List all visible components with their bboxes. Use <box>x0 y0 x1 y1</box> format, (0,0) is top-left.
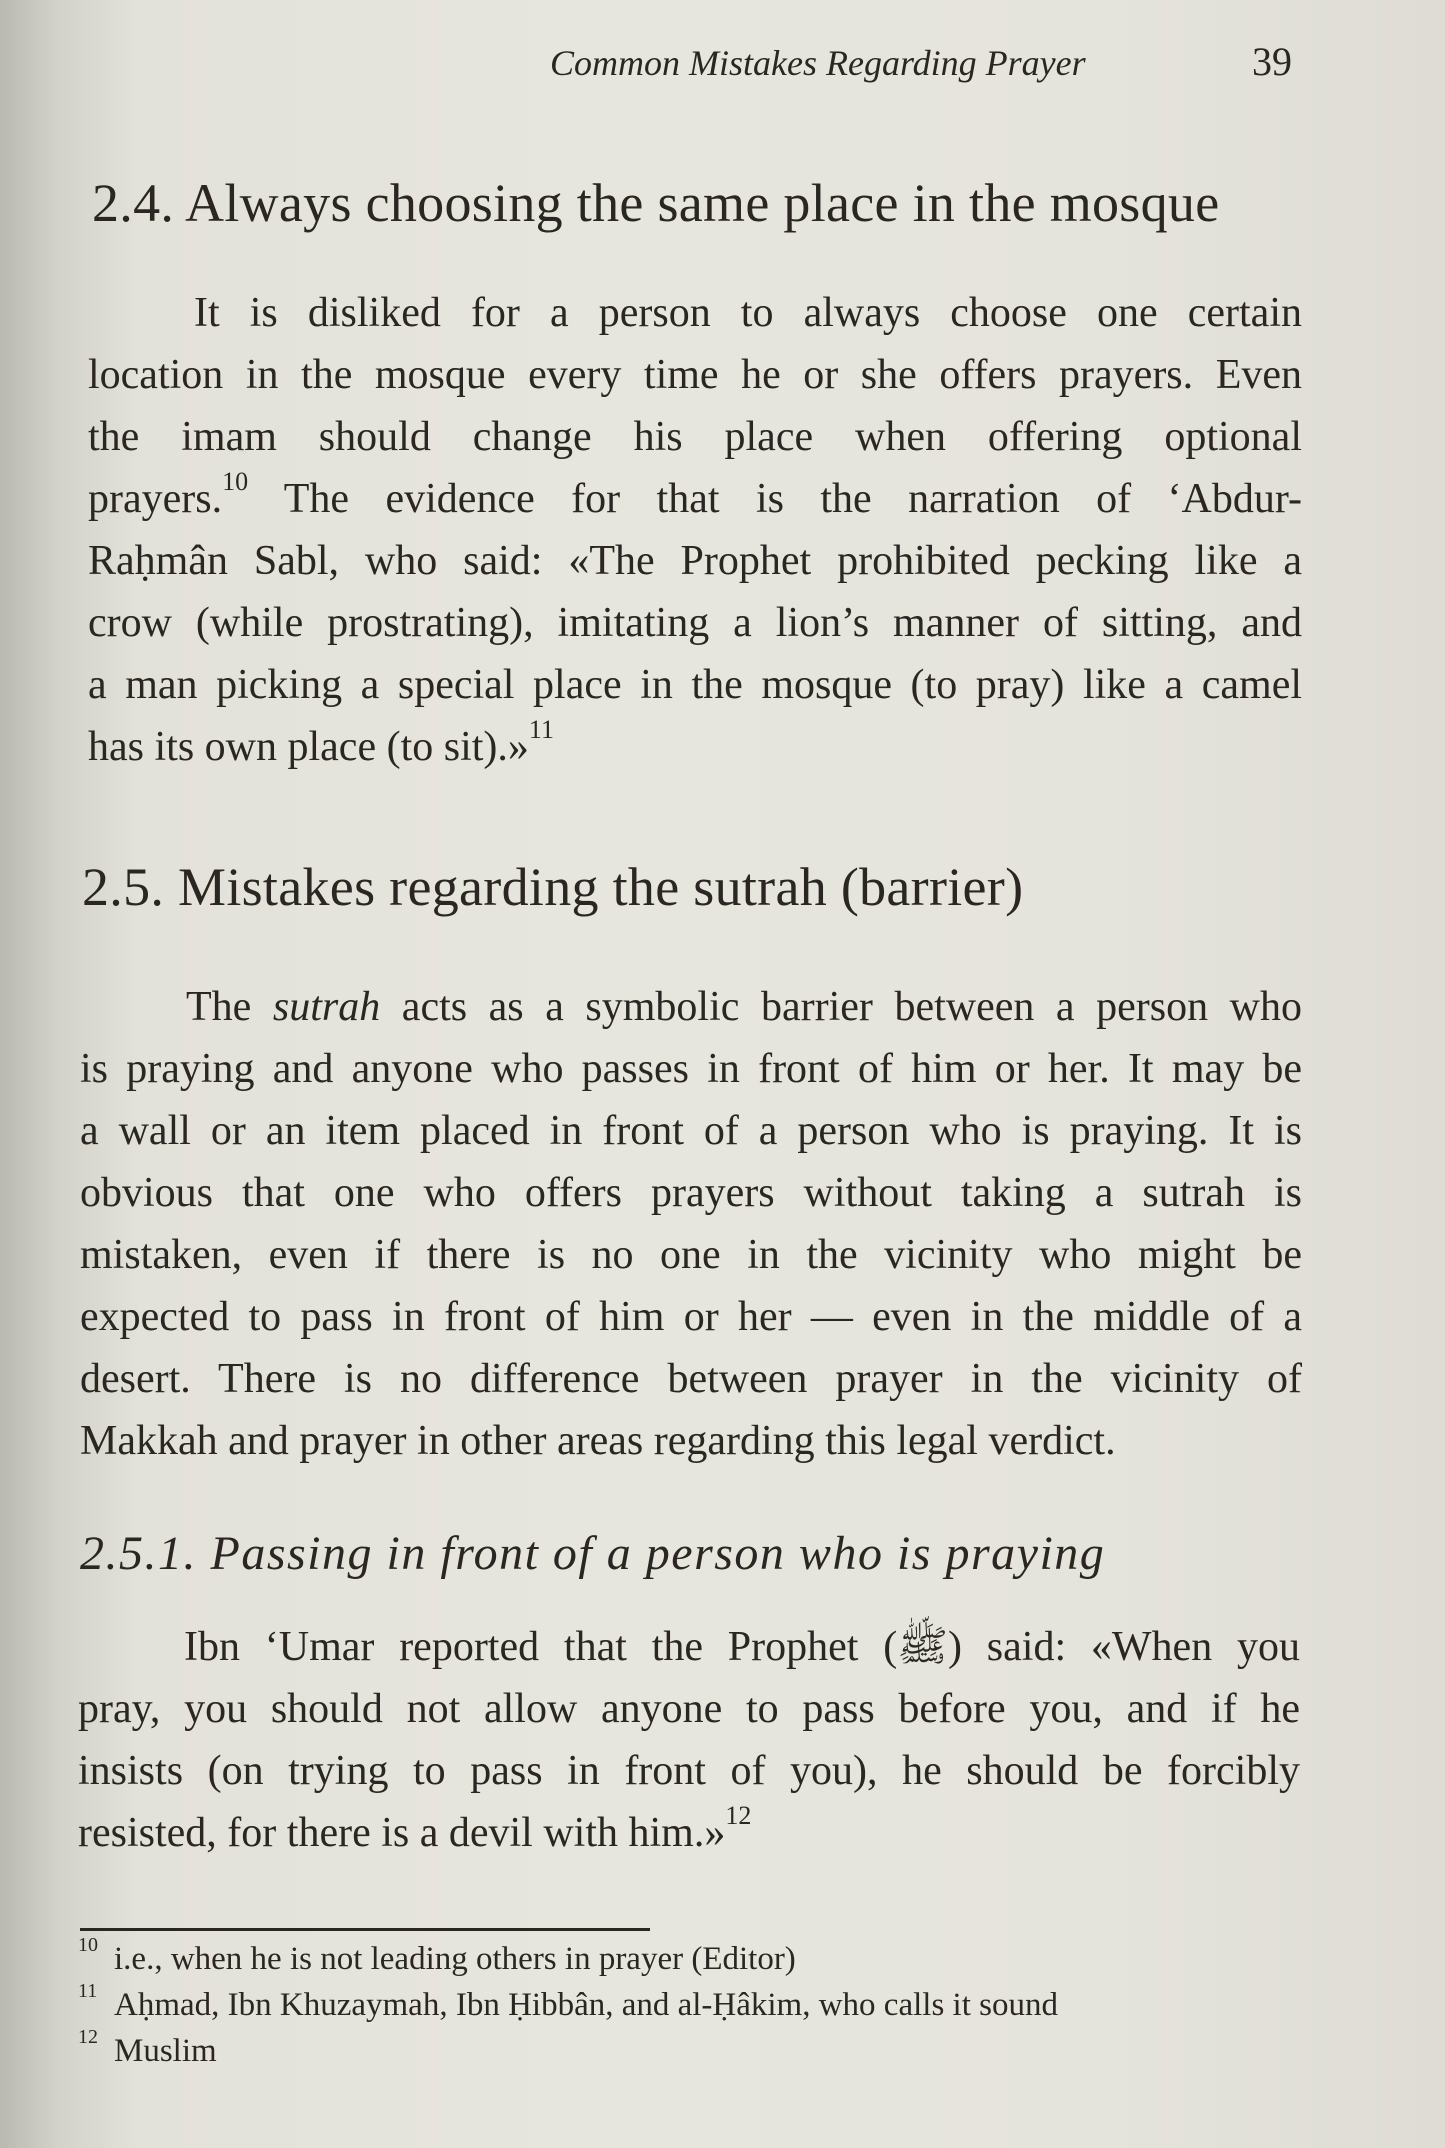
text-line: location in the mosque every time he or she offers prayers. Even <box>88 352 1302 398</box>
running-header-title: Common Mistakes Regarding Prayer <box>550 43 1086 83</box>
text-line: obvious that one who offers prayers without taking a sutrah is <box>80 1170 1302 1216</box>
text-line: the imam should change his place when offering optional <box>88 414 1302 460</box>
text-line: a man picking a special place in the mosque (to pray) like a camel <box>88 662 1302 708</box>
footnote-divider <box>80 1928 650 1931</box>
footnote-10 <box>78 1936 1238 1982</box>
section-heading-2-4: 2.4. Always choosing the same place in the mosque <box>92 173 1220 233</box>
footnote-text: i.e., when he is not leading others in prayer (Editor) <box>114 1941 796 1977</box>
footnote-number: 12 <box>78 2026 98 2048</box>
text-line: insists (on trying to pass in front of you), he should be forcibly <box>78 1748 1300 1794</box>
subsection-heading-2-5-1: 2.5.1. Passing in front of a person who is praying <box>80 1527 1106 1580</box>
text-fragment: The evidence for that is the narration of ‘Abdur- <box>248 476 1302 522</box>
text-line <box>80 976 1302 1038</box>
text-line: a wall or an item placed in front of a person who is praying. It is <box>80 1108 1302 1154</box>
text-line <box>78 1802 1300 1864</box>
text-fragment: acts as a symbolic barrier between a person who <box>380 984 1303 1030</box>
footnote-ref-11[interactable]: 11 <box>528 715 554 744</box>
text-line <box>88 468 1302 530</box>
text-fragment: has its own place (to sit).» <box>88 724 529 770</box>
text-line: is praying and anyone who passes in front of him or her. It may be <box>80 1046 1302 1092</box>
footnote-number: 10 <box>78 1934 98 1956</box>
text-line: expected to pass in front of him or her — even in the middle of a <box>80 1294 1302 1340</box>
text-line: Ibn ‘Umar reported that the Prophet (ﷺ) said: «When you <box>184 1624 1300 1670</box>
footnote-text: Muslim <box>114 2033 217 2069</box>
section-heading-2-5: 2.5. Mistakes regarding the sutrah (barrier) <box>82 857 1024 917</box>
footnote-11 <box>78 1982 1238 2028</box>
footnote-12 <box>78 2028 1238 2074</box>
footnote-text: Aḥmad, Ibn Khuzaymah, Ibn Ḥibbân, and al-Ḥâkim, who calls it sound <box>114 1987 1058 2023</box>
text-fragment: prayers. <box>88 476 223 522</box>
text-line: It is disliked for a person to always choose one certain <box>194 290 1302 336</box>
text-fragment: resisted, for there is a devil with him.» <box>78 1810 726 1856</box>
paragraph-same-place <box>88 282 1302 778</box>
text-line: Makkah and prayer in other areas regarding this legal verdict. <box>80 1418 1116 1464</box>
footnote-number: 11 <box>78 1980 98 2002</box>
footnote-ref-12[interactable]: 12 <box>725 1801 752 1830</box>
text-line: pray, you should not allow anyone to pass before you, and if he <box>78 1686 1300 1732</box>
text-line: crow (while prostrating), imitating a lion’s manner of sitting, and <box>88 600 1302 646</box>
paragraph-passing-in-front <box>78 1616 1300 1864</box>
text-line <box>88 716 1302 778</box>
text-fragment: The <box>186 984 273 1030</box>
footnotes <box>78 1936 1238 2074</box>
text-line: desert. There is no difference between prayer in the vicinity of <box>80 1356 1302 1402</box>
footnote-ref-10[interactable]: 10 <box>222 467 249 496</box>
italic-term-sutrah: sutrah <box>272 984 381 1030</box>
text-line: mistaken, even if there is no one in the vicinity who might be <box>80 1232 1302 1278</box>
running-header <box>550 38 1292 85</box>
page-number: 39 <box>1252 39 1292 84</box>
text-line: Raḥmân Sabl, who said: «The Prophet prohibited pecking like a <box>88 538 1302 584</box>
paragraph-sutrah <box>80 976 1302 1472</box>
